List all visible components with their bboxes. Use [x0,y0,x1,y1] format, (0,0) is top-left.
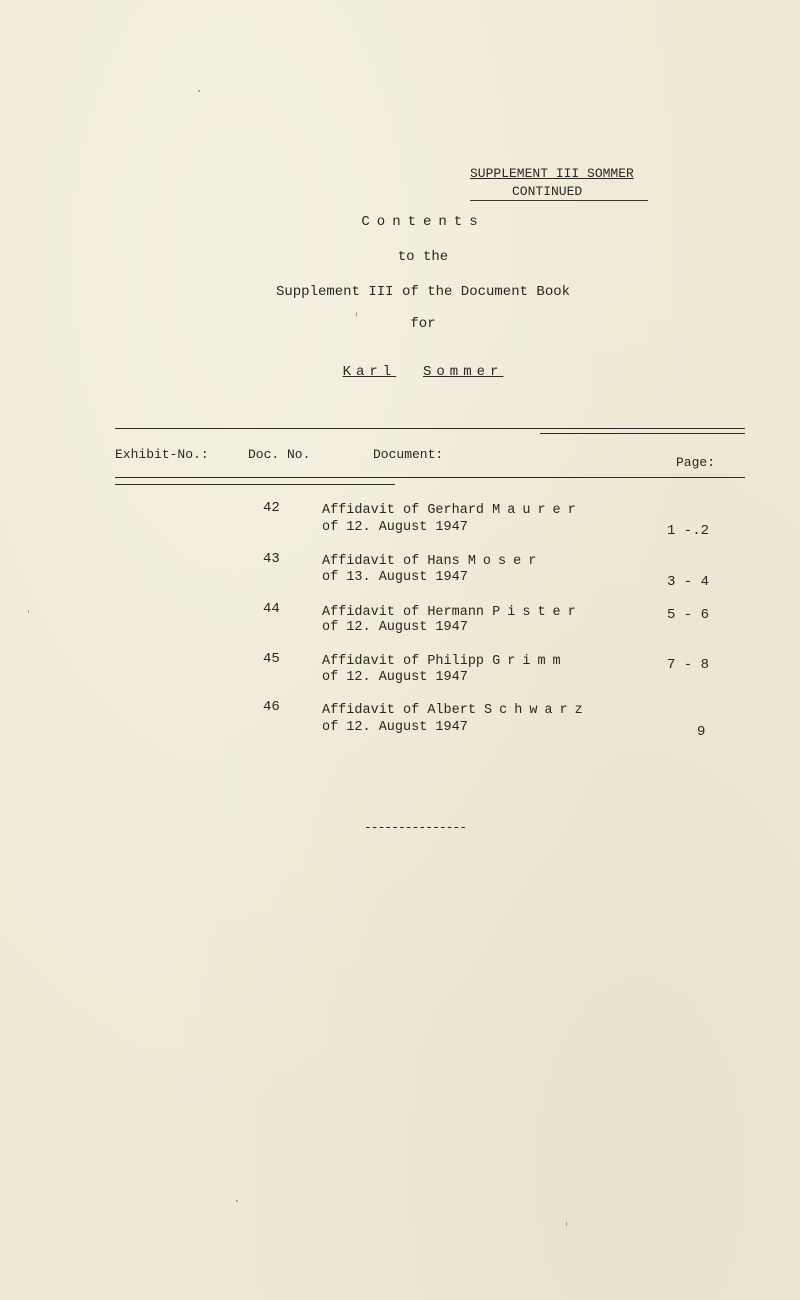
header-exhibit-no: Exhibit-No.: [115,447,209,462]
table-header-rule [115,477,745,478]
table-row-date: of 12. August 1947 [322,520,468,535]
table-row-page: 1 -.2 [667,523,710,539]
supplement-title: SUPPLEMENT III SOMMER [470,166,634,181]
row-title-prefix: Affidavit of Albert [322,703,485,718]
header-doc-no: Doc. No. [248,447,311,462]
row-title-prefix: Affidavit of Hermann [322,605,493,620]
table-header-rule-secondary [115,484,395,485]
to-the-line: to the [397,249,449,265]
table-row-date: of 12. August 1947 [322,670,468,685]
for-line: for [410,316,436,332]
table-row-title [322,503,583,518]
table-row-doc-number: 43 [263,551,280,567]
table-top-rule [115,428,745,429]
contents-heading: Contents [361,214,485,230]
name-first: Karl [342,364,397,380]
table-row-date: of 12. August 1947 [322,620,468,635]
table-row-page: 9 [697,724,706,740]
row-title-prefix: Affidavit of Gerhard [322,503,493,518]
row-title-prefix: Affidavit of Hans [322,554,468,569]
header-page: Page: [676,455,716,470]
table-row-title [322,703,590,718]
table-row-date: of 12. August 1947 [322,720,468,735]
paper-speck [236,1200,238,1202]
table-row-page: 7 - 8 [667,657,710,673]
row-affiant-name: Schwarz [484,703,590,718]
paper-speck [198,90,200,92]
table-row-doc-number: 45 [263,651,280,667]
paper-speck [28,610,29,613]
end-dashes: --------------- [364,820,467,835]
row-title-prefix: Affidavit of Philipp [322,654,493,669]
header-document: Document: [373,447,444,462]
row-affiant-name: Grimm [492,654,568,669]
table-row-title [322,554,543,569]
name-last: Sommer [423,364,504,380]
table-row-title [322,654,568,669]
table-row-date: of 13. August 1947 [322,570,468,585]
table-row-page: 3 - 4 [667,574,710,590]
table-top-rule-secondary [540,433,745,434]
row-affiant-name: Moser [467,554,544,569]
paper-speck [566,1222,567,1226]
table-row-page: 5 - 6 [667,607,710,623]
table-row-doc-number: 44 [263,601,280,617]
row-affiant-name: Pister [492,605,583,620]
row-affiant-name: Maurer [492,503,583,518]
supplement-of-line: Supplement III of the Document Book [275,284,571,300]
paper-speck [356,312,357,317]
table-row-doc-number: 42 [263,500,280,516]
table-row-doc-number: 46 [263,699,280,715]
supplement-subtitle: CONTINUED [470,184,648,201]
defendant-name [0,364,800,380]
table-row-title [322,605,583,620]
